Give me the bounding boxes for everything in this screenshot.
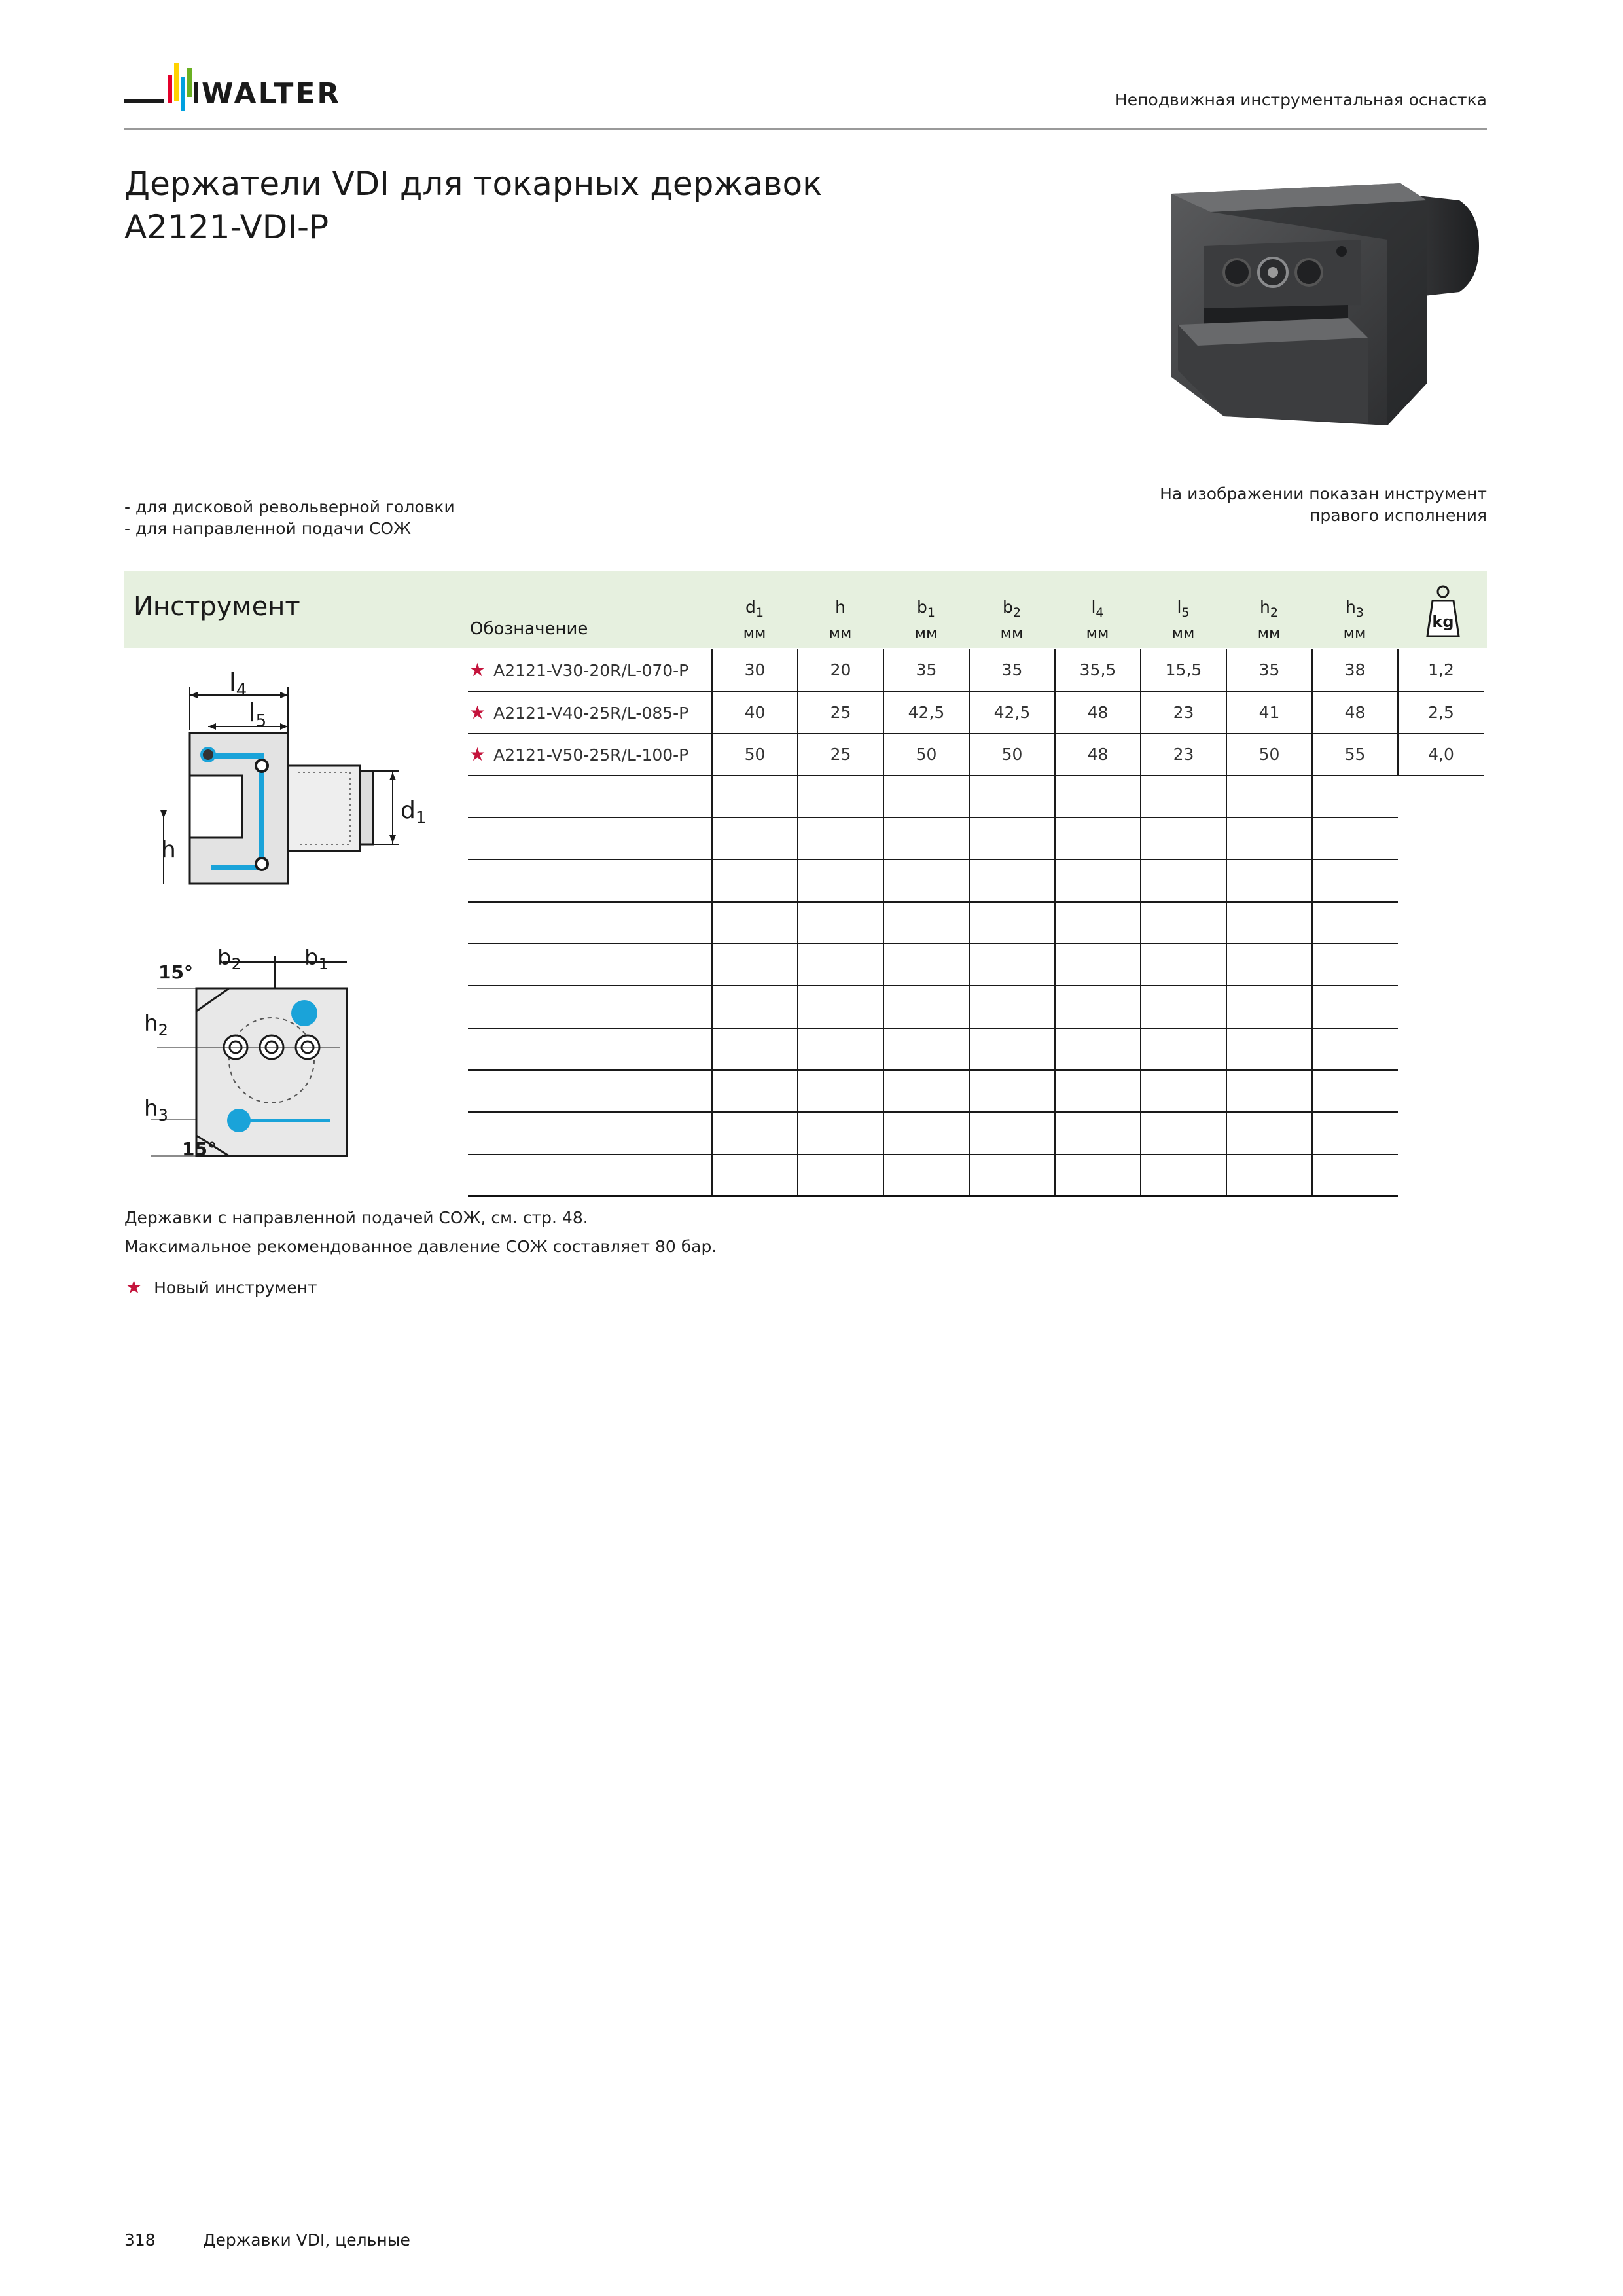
designation-cell bbox=[468, 1070, 712, 1112]
column-symbol bbox=[798, 597, 883, 623]
value-cell bbox=[1141, 1070, 1226, 1112]
column-symbol bbox=[1312, 597, 1397, 623]
note-coolant-reference: Державки с направленной подачей СОЖ, см. стр. 48. bbox=[124, 1208, 588, 1227]
column-unit: мм bbox=[829, 625, 852, 642]
empty-table-row bbox=[468, 776, 1484, 817]
value-cell: 25 bbox=[798, 734, 883, 776]
image-caption bbox=[1160, 483, 1487, 526]
value-cell: 35 bbox=[883, 649, 969, 691]
table-row bbox=[468, 649, 1484, 691]
value-cell bbox=[1141, 817, 1226, 859]
value-cell bbox=[969, 859, 1055, 901]
value-cell bbox=[798, 1070, 883, 1112]
value-cell bbox=[1055, 817, 1141, 859]
new-tool-star-icon: ★ bbox=[469, 659, 486, 681]
column-header-b1 bbox=[883, 597, 969, 644]
value-cell bbox=[1141, 986, 1226, 1028]
value-cell bbox=[1141, 1112, 1226, 1154]
value-cell bbox=[1312, 1028, 1398, 1070]
column-symbol-letter: b bbox=[917, 598, 927, 617]
value-cell bbox=[1055, 1028, 1141, 1070]
header-divider bbox=[124, 128, 1487, 130]
value-cell bbox=[1226, 817, 1312, 859]
value-cell bbox=[1141, 1155, 1226, 1196]
column-unit: мм bbox=[1086, 625, 1109, 642]
designation-cell bbox=[468, 691, 712, 733]
column-symbol bbox=[883, 597, 969, 623]
feature-item: - для дисковой револьверной головки bbox=[124, 497, 455, 516]
value-cell bbox=[798, 902, 883, 944]
value-cell bbox=[883, 776, 969, 817]
new-tool-star-icon: ★ bbox=[126, 1276, 143, 1298]
value-cell: 55 bbox=[1312, 734, 1398, 776]
svg-text:l5 bbox=[249, 698, 266, 731]
value-cell bbox=[712, 817, 798, 859]
value-cell: 50 bbox=[883, 734, 969, 776]
column-symbol bbox=[969, 597, 1054, 623]
value-cell bbox=[969, 1028, 1055, 1070]
value-cell bbox=[883, 1155, 969, 1196]
value-cell: 42,5 bbox=[883, 691, 969, 733]
empty-table-row bbox=[468, 817, 1484, 859]
feature-list bbox=[124, 496, 455, 539]
column-symbol-subscript: 1 bbox=[927, 605, 935, 620]
value-cell bbox=[1055, 1155, 1141, 1196]
value-cell bbox=[883, 859, 969, 901]
column-unit: мм bbox=[1000, 625, 1024, 642]
new-tool-star-icon: ★ bbox=[469, 744, 486, 766]
value-cell bbox=[1312, 776, 1398, 817]
value-cell: 50 bbox=[712, 734, 798, 776]
column-symbol-subscript: 2 bbox=[1270, 605, 1278, 620]
empty-table-row bbox=[468, 902, 1484, 944]
column-unit: мм bbox=[1257, 625, 1281, 642]
l5-label: l bbox=[249, 698, 256, 727]
value-cell: 1,2 bbox=[1398, 649, 1484, 691]
d1-sub: 1 bbox=[415, 808, 427, 828]
value-cell bbox=[883, 902, 969, 944]
value-cell: 48 bbox=[1055, 734, 1141, 776]
column-header-l4 bbox=[1055, 597, 1140, 644]
designation-text: A2121-V40-25R/L-085-P bbox=[493, 703, 689, 723]
value-cell bbox=[1141, 902, 1226, 944]
value-cell bbox=[1312, 1155, 1398, 1196]
caption-line: На изображении показан инструмент bbox=[1160, 484, 1487, 503]
value-cell bbox=[1226, 1028, 1312, 1070]
value-cell bbox=[1055, 902, 1141, 944]
note-coolant-pressure: Максимальное рекомендованное давление СОЖ составляет 80 бар. bbox=[124, 1237, 717, 1256]
side-view-diagram bbox=[151, 661, 452, 925]
value-cell bbox=[798, 859, 883, 901]
l4-sub: 4 bbox=[236, 681, 247, 700]
value-cell bbox=[1055, 986, 1141, 1028]
value-cell: 42,5 bbox=[969, 691, 1055, 733]
column-header-d1 bbox=[712, 597, 797, 644]
value-cell bbox=[1226, 776, 1312, 817]
h3-label: h bbox=[144, 1096, 158, 1122]
svg-text:b2 bbox=[217, 949, 241, 973]
value-cell: 35 bbox=[1226, 649, 1312, 691]
value-cell bbox=[1055, 1070, 1141, 1112]
value-cell bbox=[1141, 776, 1226, 817]
value-cell bbox=[1055, 776, 1141, 817]
column-header-h2 bbox=[1226, 597, 1311, 644]
empty-table-row bbox=[468, 1028, 1484, 1070]
value-cell bbox=[798, 776, 883, 817]
column-header-h bbox=[798, 597, 883, 644]
kg-label: kg bbox=[1432, 613, 1454, 631]
column-header-l5 bbox=[1141, 597, 1226, 644]
column-symbol-subscript: 1 bbox=[755, 605, 764, 620]
l4-label: l bbox=[229, 668, 236, 696]
value-cell: 2,5 bbox=[1398, 691, 1484, 733]
column-symbol-letter: l bbox=[1091, 598, 1096, 617]
value-cell: 35,5 bbox=[1055, 649, 1141, 691]
value-cell: 35 bbox=[969, 649, 1055, 691]
value-cell bbox=[1055, 944, 1141, 986]
page-title: Держатели VDI для токарных державок bbox=[124, 165, 823, 203]
value-cell bbox=[1312, 817, 1398, 859]
designation-cell bbox=[468, 776, 712, 817]
column-symbol-subscript: 2 bbox=[1012, 605, 1021, 620]
column-unit: мм bbox=[1171, 625, 1195, 642]
designation-cell bbox=[468, 1155, 712, 1196]
value-cell bbox=[1055, 859, 1141, 901]
value-cell bbox=[1312, 1112, 1398, 1154]
value-cell bbox=[883, 1028, 969, 1070]
column-symbol-letter: b bbox=[1003, 598, 1013, 617]
value-cell bbox=[1312, 944, 1398, 986]
designation-text: A2121-V30-20R/L-070-P bbox=[493, 661, 689, 681]
value-cell: 30 bbox=[712, 649, 798, 691]
value-cell bbox=[1055, 1112, 1141, 1154]
value-cell bbox=[712, 859, 798, 901]
caption-line: правого исполнения bbox=[1310, 506, 1487, 525]
designation-cell bbox=[468, 734, 712, 776]
value-cell bbox=[883, 986, 969, 1028]
designation-text: A2121-V50-25R/L-100-P bbox=[493, 745, 689, 765]
empty-table-row bbox=[468, 986, 1484, 1028]
product-image bbox=[1152, 174, 1492, 465]
svg-text:h2 bbox=[144, 1011, 168, 1039]
value-cell bbox=[798, 1028, 883, 1070]
value-cell bbox=[712, 1155, 798, 1196]
h-label: h bbox=[161, 836, 176, 863]
svg-text:b1 bbox=[304, 949, 329, 973]
b2-label: b bbox=[217, 949, 232, 971]
h2-label: h bbox=[144, 1011, 158, 1037]
empty-table-row bbox=[468, 1155, 1484, 1196]
designation-cell bbox=[468, 902, 712, 944]
designation-header: Обозначение bbox=[470, 619, 588, 639]
new-tool-star-icon: ★ bbox=[469, 701, 486, 723]
value-cell bbox=[712, 1028, 798, 1070]
value-cell: 48 bbox=[1055, 691, 1141, 733]
value-cell bbox=[1141, 859, 1226, 901]
value-cell: 50 bbox=[1226, 734, 1312, 776]
column-symbol bbox=[1226, 597, 1311, 623]
designation-cell bbox=[468, 986, 712, 1028]
column-symbol-letter: h bbox=[1346, 598, 1356, 617]
value-cell: 48 bbox=[1312, 691, 1398, 733]
l5-sub: 5 bbox=[255, 711, 267, 731]
value-cell bbox=[1226, 859, 1312, 901]
empty-table-row bbox=[468, 1070, 1484, 1112]
value-cell bbox=[1226, 1070, 1312, 1112]
column-symbol bbox=[1055, 597, 1140, 623]
value-cell: 15,5 bbox=[1141, 649, 1226, 691]
designation-cell bbox=[468, 817, 712, 859]
column-symbol-letter: l bbox=[1177, 598, 1182, 617]
value-cell bbox=[883, 944, 969, 986]
angle-top-label: 15° bbox=[158, 961, 193, 983]
page-number: 318 bbox=[124, 2231, 156, 2250]
svg-text:h3 bbox=[144, 1096, 168, 1124]
column-symbol-letter: h bbox=[835, 598, 846, 617]
column-header-h3 bbox=[1312, 597, 1397, 644]
value-cell bbox=[883, 1112, 969, 1154]
b1-label: b bbox=[304, 949, 319, 971]
value-cell bbox=[798, 817, 883, 859]
designation-cell bbox=[468, 1028, 712, 1070]
column-symbol bbox=[1141, 597, 1226, 623]
designation-cell bbox=[468, 649, 712, 691]
column-unit: мм bbox=[914, 625, 938, 642]
svg-text:d1 bbox=[401, 797, 426, 828]
value-cell: 41 bbox=[1226, 691, 1312, 733]
value-cell bbox=[1226, 944, 1312, 986]
svg-text:l4 bbox=[229, 668, 247, 700]
value-cell bbox=[1312, 986, 1398, 1028]
angle-bottom-label: 15° bbox=[182, 1138, 217, 1160]
value-cell: 38 bbox=[1312, 649, 1398, 691]
column-unit: мм bbox=[1343, 625, 1366, 642]
value-cell bbox=[1312, 902, 1398, 944]
designation-cell bbox=[468, 1112, 712, 1154]
spec-table bbox=[468, 649, 1484, 1197]
front-view-diagram bbox=[144, 949, 380, 1174]
value-cell bbox=[712, 902, 798, 944]
value-cell bbox=[1141, 944, 1226, 986]
value-cell bbox=[969, 1155, 1055, 1196]
value-cell bbox=[969, 817, 1055, 859]
value-cell bbox=[883, 1070, 969, 1112]
column-symbol-subscript: 3 bbox=[1355, 605, 1364, 620]
value-cell bbox=[1141, 1028, 1226, 1070]
value-cell bbox=[1312, 859, 1398, 901]
designation-cell bbox=[468, 944, 712, 986]
column-symbol-subscript: 5 bbox=[1181, 605, 1190, 620]
table-row bbox=[468, 734, 1484, 776]
empty-table-row bbox=[468, 859, 1484, 901]
b2-sub: 2 bbox=[231, 955, 241, 973]
value-cell bbox=[1226, 986, 1312, 1028]
column-symbol-letter: d bbox=[745, 598, 756, 617]
value-cell bbox=[798, 1112, 883, 1154]
value-cell: 23 bbox=[1141, 691, 1226, 733]
b1-sub: 1 bbox=[318, 955, 329, 973]
value-cell bbox=[712, 986, 798, 1028]
feature-item: - для направленной подачи СОЖ bbox=[124, 519, 411, 538]
value-cell: 4,0 bbox=[1398, 734, 1484, 776]
value-cell: 50 bbox=[969, 734, 1055, 776]
value-cell bbox=[712, 1112, 798, 1154]
value-cell: 23 bbox=[1141, 734, 1226, 776]
column-header-b2 bbox=[969, 597, 1054, 644]
d1-label: d bbox=[401, 797, 416, 824]
legend-new-tool bbox=[124, 1276, 317, 1298]
value-cell: 25 bbox=[798, 691, 883, 733]
value-cell bbox=[712, 776, 798, 817]
column-symbol bbox=[712, 597, 797, 623]
value-cell bbox=[798, 944, 883, 986]
value-cell bbox=[969, 902, 1055, 944]
h2-sub: 2 bbox=[158, 1021, 168, 1039]
table-row bbox=[468, 691, 1484, 733]
column-symbol-subscript: 4 bbox=[1096, 605, 1104, 620]
value-cell bbox=[1226, 1112, 1312, 1154]
column-unit: мм bbox=[743, 625, 766, 642]
value-cell bbox=[969, 986, 1055, 1028]
value-cell bbox=[712, 1070, 798, 1112]
empty-table-row bbox=[468, 1112, 1484, 1154]
value-cell: 20 bbox=[798, 649, 883, 691]
legend-label: Новый инструмент bbox=[154, 1278, 317, 1297]
value-cell bbox=[1312, 1070, 1398, 1112]
value-cell bbox=[969, 1112, 1055, 1154]
instrument-section-label: Инструмент bbox=[134, 592, 300, 622]
value-cell bbox=[1226, 1155, 1312, 1196]
value-cell bbox=[1226, 902, 1312, 944]
footer-section-title: Державки VDI, цельные bbox=[203, 2231, 410, 2250]
value-cell bbox=[883, 817, 969, 859]
designation-cell bbox=[468, 859, 712, 901]
value-cell bbox=[798, 1155, 883, 1196]
empty-table-row bbox=[468, 944, 1484, 986]
value-cell bbox=[969, 1070, 1055, 1112]
h3-sub: 3 bbox=[158, 1106, 168, 1124]
value-cell bbox=[712, 944, 798, 986]
product-code-title: A2121-VDI-P bbox=[124, 208, 329, 246]
value-cell bbox=[969, 776, 1055, 817]
walter-logo bbox=[124, 58, 406, 134]
column-symbol-letter: h bbox=[1260, 598, 1270, 617]
header-section-title: Неподвижная инструментальная оснастка bbox=[1115, 90, 1487, 109]
value-cell: 40 bbox=[712, 691, 798, 733]
value-cell bbox=[798, 986, 883, 1028]
weight-kg-icon bbox=[1423, 584, 1463, 641]
value-cell bbox=[969, 944, 1055, 986]
logo-text: WALTER bbox=[202, 77, 342, 111]
